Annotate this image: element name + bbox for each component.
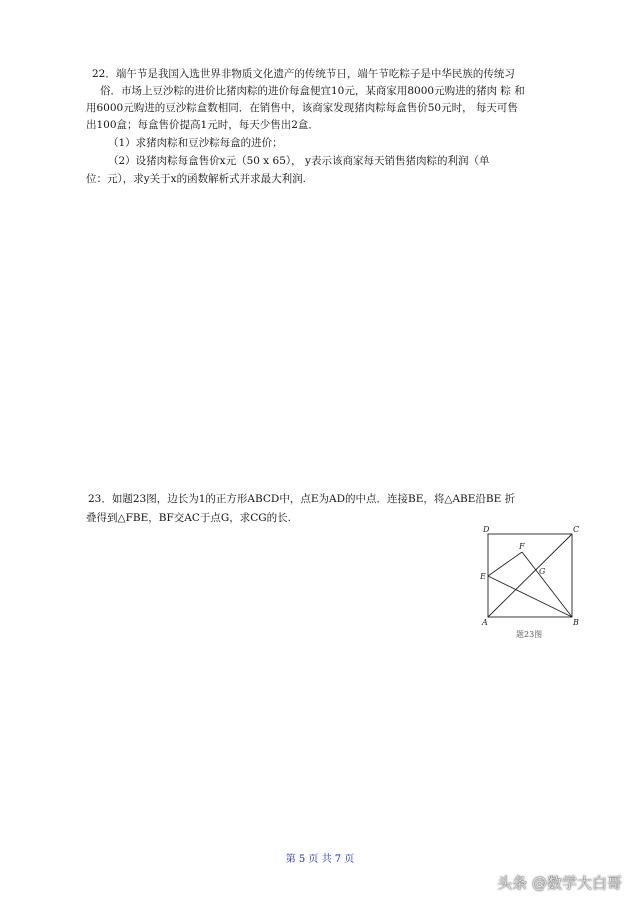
q22-line-3: 用6000元购进的豆沙粽盒数相同．在销售中，该商家发现猪肉粽每盒售价50元时， 每天可售	[86, 102, 518, 114]
q22-subquestion-2: （2）设猪肉粽每盒售价x元（50 x 65）， y表示该商家每天销售猪肉粽的利润（单	[108, 155, 490, 167]
label-e: E	[480, 572, 486, 581]
geometry-diagram	[476, 524, 586, 644]
label-b: B	[573, 618, 579, 627]
q22-line-2: 俗．市场上豆沙粽的进价比猪肉粽的进价每盒便宜10元，某商家用8000元购进的猪肉 粽 和	[100, 85, 525, 97]
label-d: D	[483, 525, 490, 534]
label-a: A	[482, 618, 488, 627]
q22-subquestion-1: （1）求猪肉粽和豆沙粽每盒的进价；	[108, 137, 283, 149]
label-f: F	[519, 542, 525, 551]
q23-line-1: 23．如题23图，边长为1的正方形ABCD中，点E为AD的中点．连接BE，将△ABE沿BE 折	[88, 493, 516, 505]
segment-fb	[522, 552, 572, 617]
q23-line-2: 叠得到△FBE，BF交AC于点G，求CG的长.	[86, 512, 292, 524]
segment-eb	[488, 576, 572, 617]
diagonal-ac	[488, 534, 572, 617]
figure-23	[476, 524, 586, 644]
q22-line-4: 出100盒；每盒售价提高1元时，每天少售出2盒．	[86, 119, 319, 131]
watermark: 头条 @数学大白哥	[497, 874, 622, 892]
q22-subquestion-2-cont: 位：元），求y关于x的函数解析式并求最大利润.	[86, 173, 306, 185]
label-g: G	[539, 567, 546, 576]
page-footer: 第 5 页 共 7 页	[285, 854, 355, 865]
figure-caption: 题23图	[516, 630, 543, 639]
label-c: C	[573, 525, 580, 534]
q22-line-1: 22．端午节是我国入选世界非物质文化遗产的传统节日，端午节吃粽子是中华民族的传统习	[92, 68, 515, 80]
segment-ef	[488, 552, 522, 576]
